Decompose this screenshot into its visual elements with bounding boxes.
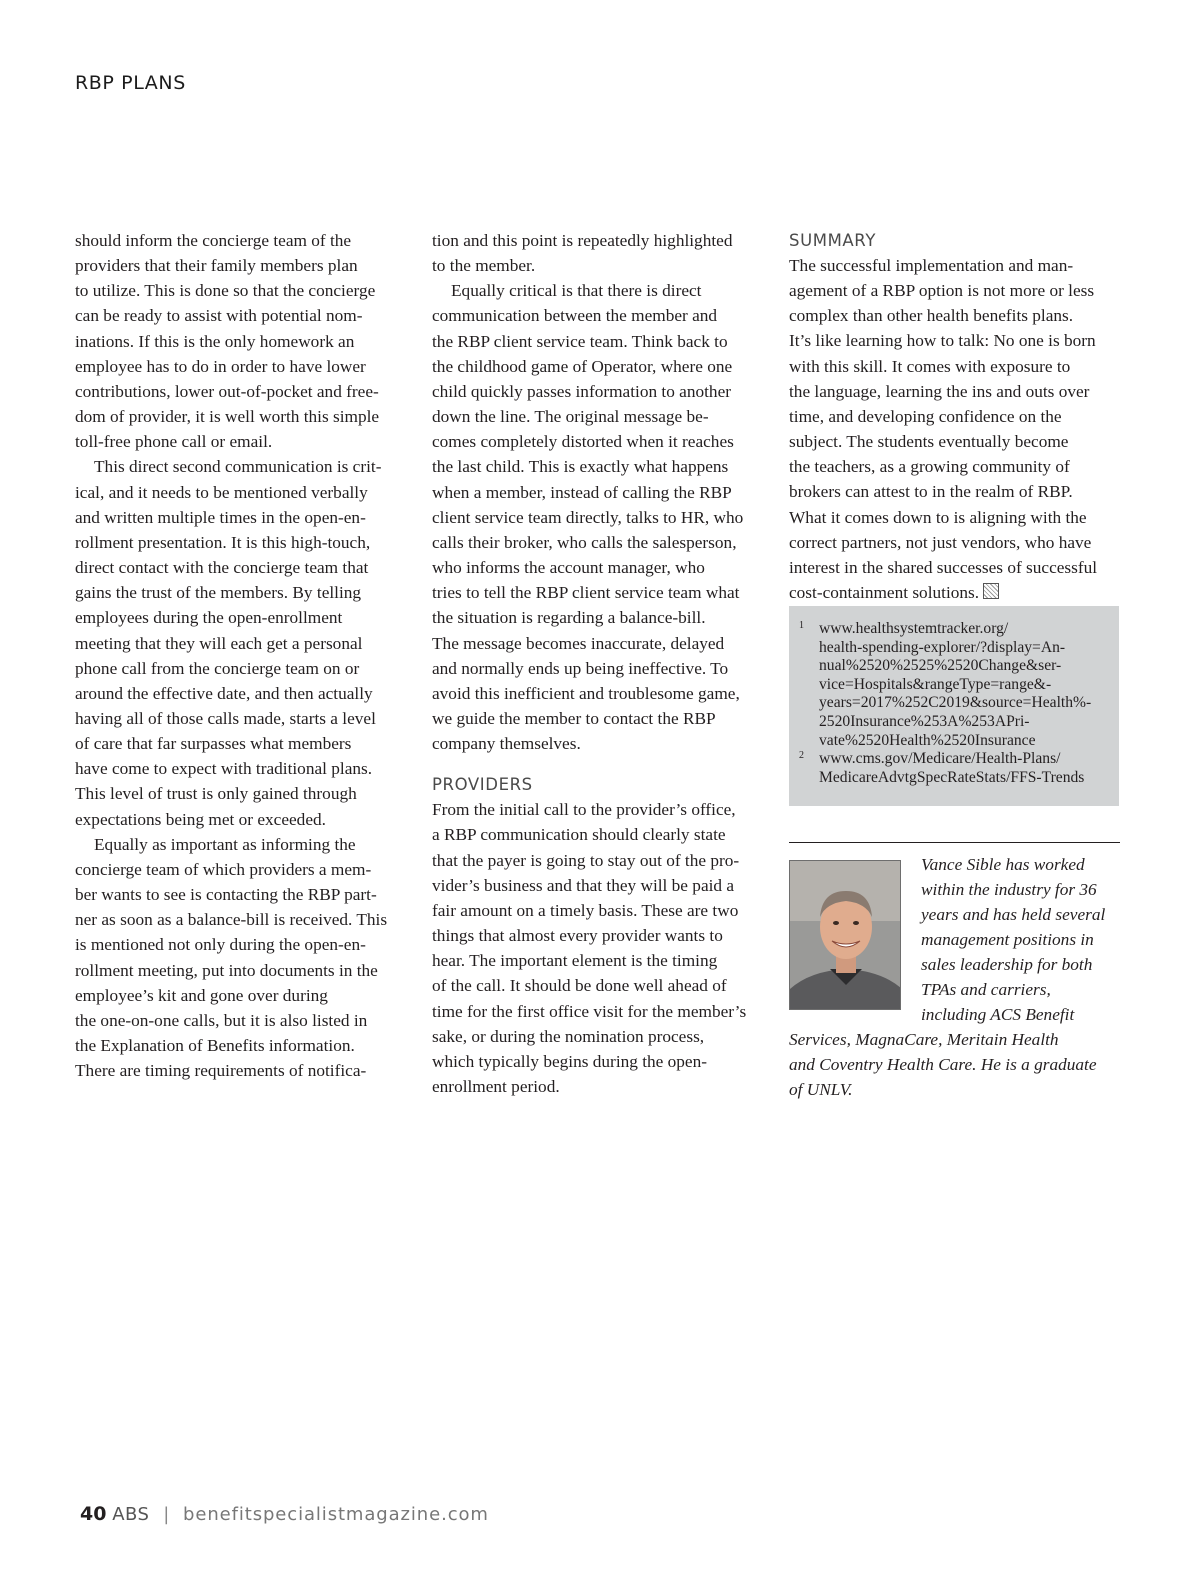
text-line: communication between the member and: [432, 306, 718, 326]
footnote-2: [799, 750, 1109, 787]
text-line: who informs the account manager, who: [432, 558, 705, 578]
text-line: that the payer is going to stay out of the pro-: [432, 850, 740, 870]
text-line: There are timing requirements of notifica-: [75, 1061, 367, 1081]
column-2: [432, 228, 772, 1099]
text-line: tries to tell the RBP client service team what: [432, 583, 740, 603]
footnote-line: vate%2520Health%2520Insurance: [819, 731, 1036, 749]
text-line: expectations being met or exceeded.: [75, 809, 326, 829]
text-line: gains the trust of the members. By telling: [75, 583, 362, 603]
text-line: subject. The students eventually become: [789, 432, 1069, 452]
column-3: [789, 228, 1121, 605]
column-1: [75, 228, 415, 1083]
text-line: we guide the member to contact the RBP: [432, 708, 716, 728]
text-line: things that almost every provider wants to: [432, 926, 723, 946]
text-line: avoid this inefficient and troublesome game,: [432, 683, 740, 703]
footnote-line: www.cms.gov/Medicare/Health-Plans/: [819, 750, 1061, 768]
text-line: This level of trust is only gained through: [75, 784, 357, 804]
text-line: around the effective date, and then actually: [75, 683, 373, 703]
text-line: ber wants to see is contacting the RBP part-: [75, 885, 377, 905]
text-line: Equally as important as informing the: [94, 834, 356, 854]
text-line: the situation is regarding a balance-bill.: [432, 608, 706, 628]
text-line: phone call from the concierge team on or: [75, 658, 360, 678]
footnote-number: 1: [799, 620, 804, 631]
text-line: when a member, instead of calling the RBP: [432, 482, 732, 502]
text-line: vider’s business and that they will be paid a: [432, 875, 735, 895]
text-line: of care that far surpasses what members: [75, 734, 352, 754]
bio-line: Services, MagnaCare, Meritain Health: [789, 1030, 1059, 1049]
text-line: sake, or during the nomination process,: [432, 1026, 705, 1046]
text-line: The successful implementation and man-: [789, 256, 1074, 275]
text-line: employees during the open-enrollment: [75, 608, 343, 628]
text-line-content: cost-containment solutions.: [789, 583, 980, 603]
bio-line: including ACS Benefit: [921, 1005, 1075, 1024]
text-line: hear. The important element is the timing: [432, 951, 718, 971]
text-line: the childhood game of Operator, where one: [432, 356, 733, 376]
text-line: a RBP communication should clearly state: [432, 825, 726, 845]
text-line: the Explanation of Benefits information.: [75, 1036, 355, 1055]
text-line: having all of those calls made, starts a level: [75, 708, 376, 728]
text-line: rollment meeting, put into documents in the: [75, 960, 378, 980]
footnote-line: years=2017%252C2019&source=Health%-: [819, 694, 1092, 712]
spacer: [432, 756, 772, 772]
text-line: with this skill. It comes with exposure to: [789, 356, 1071, 376]
text-line: the language, learning the ins and outs over: [789, 381, 1090, 401]
text-line: From the initial call to the provider’s office,: [432, 800, 736, 820]
text-line: to the member.: [432, 256, 536, 276]
text-line: and normally ends up being ineffective. To: [432, 658, 729, 678]
text-line: What it comes down to is aligning with the: [789, 507, 1087, 527]
text-line: It’s like learning how to talk: No one is born: [789, 331, 1096, 351]
bio-line: management positions in: [921, 930, 1094, 949]
text-line: ical, and it needs to be mentioned verbally: [75, 482, 368, 502]
bio-line: TPAs and carriers,: [921, 980, 1051, 999]
text-line: client service team directly, talks to HR, who: [432, 507, 744, 527]
text-line: and written multiple times in the open-en-: [75, 507, 366, 527]
paragraph-notification-timing: [432, 228, 772, 278]
text-line: comes completely distorted when it reaches: [432, 432, 734, 452]
text-line: of the call. It should be done well ahead of: [432, 976, 727, 996]
footnote-number: 2: [799, 750, 804, 762]
website-link[interactable]: benefitspecialistmagazine.com: [183, 1504, 489, 1525]
text-line-last: [789, 580, 1121, 605]
text-line: child quickly passes information to another: [432, 381, 731, 401]
text-line: correct partners, not just vendors, who have: [789, 532, 1092, 552]
text-line: is mentioned not only during the open-en-: [75, 935, 366, 955]
text-line: enrollment period.: [432, 1077, 560, 1096]
section-label: RBP PLANS: [75, 72, 186, 94]
text-line: fair amount on a timely basis. These are two: [432, 900, 739, 920]
page-footer: [80, 1503, 489, 1525]
text-line: inations. If this is the only homework an: [75, 331, 355, 351]
text-line: time for the first office visit for the member’s: [432, 1001, 747, 1021]
paragraph-providers: [432, 797, 772, 1099]
text-line: down the line. The original message be-: [432, 407, 709, 427]
footnote-line: vice=Hospitals&rangeType=range&-: [819, 675, 1052, 693]
bio-line: years and has held several: [921, 905, 1106, 924]
paragraph-summary: [789, 253, 1121, 605]
paragraph-direct-communication: [75, 454, 415, 831]
text-line: the one-on-one calls, but it is also listed in: [75, 1010, 368, 1030]
text-line: ner as soon as a balance-bill is received. This: [75, 910, 388, 930]
footer-separator: |: [163, 1504, 170, 1525]
text-line: tion and this point is repeatedly highlighted: [432, 231, 733, 250]
paragraph-operator-game: [432, 278, 772, 756]
text-line: have come to expect with traditional plans.: [75, 759, 373, 779]
publication-name: ABS: [112, 1504, 150, 1525]
bio-line: and Coventry Health Care. He is a graduate: [789, 1055, 1097, 1074]
text-line: rollment presentation. It is this high-touch,: [75, 532, 371, 552]
text-line: can be ready to assist with potential nom-: [75, 306, 363, 326]
text-line: toll-free phone call or email.: [75, 432, 273, 452]
text-line: which typically begins during the open-: [432, 1051, 707, 1071]
end-of-article-icon: [983, 583, 999, 599]
bio-line: within the industry for 36: [921, 880, 1097, 899]
text-line: time, and developing confidence on the: [789, 406, 1062, 426]
footnote-line: 2520Insurance%253A%253APri-: [819, 712, 1030, 730]
text-line: should inform the concierge team of the: [75, 231, 352, 250]
text-line: the teachers, as a growing community of: [789, 457, 1070, 477]
text-line: providers that their family members plan: [75, 256, 358, 276]
text-line: Equally critical is that there is direct: [451, 281, 702, 301]
text-line: interest in the shared successes of successful: [789, 557, 1098, 577]
paragraph-balance-bill: [75, 832, 415, 1084]
footnote-line: nual%2520%2525%2520Change&ser-: [819, 657, 1062, 675]
text-line: meeting that they will each get a personal: [75, 633, 363, 653]
bio-line: of UNLV.: [789, 1080, 853, 1099]
footnote-1: [799, 620, 1109, 750]
footnotes-box: [789, 606, 1119, 806]
text-line: to utilize. This is done so that the concierge: [75, 281, 376, 301]
text-line: brokers can attest to in the realm of RBP.: [789, 482, 1073, 502]
text-line: concierge team of which providers a mem-: [75, 859, 372, 879]
text-line: employee has to do in order to have lower: [75, 356, 366, 376]
footnote-line: www.healthsystemtracker.org/: [819, 620, 1009, 637]
subheading-summary: SUMMARY: [789, 231, 876, 250]
text-line: dom of provider, it is well worth this simple: [75, 407, 380, 427]
text-line: agement of a RBP option is not more or less: [789, 281, 1095, 301]
paragraph-concierge-homework: [75, 228, 415, 454]
text-line: contributions, lower out-of-pocket and free-: [75, 381, 379, 401]
footnote-line: health-spending-explorer/?display=An-: [819, 638, 1066, 656]
subheading-providers: PROVIDERS: [432, 775, 533, 795]
page-number: 40: [80, 1503, 107, 1525]
text-line: the last child. This is exactly what happens: [432, 457, 729, 477]
bio-line: sales leadership for both: [921, 955, 1093, 974]
text-line: calls their broker, who calls the salesperson,: [432, 532, 737, 552]
text-line: company themselves.: [432, 734, 581, 754]
text-line: complex than other health benefits plans.: [789, 306, 1074, 326]
text-line: employee’s kit and gone over during: [75, 985, 328, 1005]
text-line: This direct second communication is crit-: [94, 457, 382, 477]
text-line: the RBP client service team. Think back to: [432, 331, 728, 351]
footnote-line: MedicareAdvtgSpecRateStats/FFS-Trends: [819, 768, 1085, 786]
bio-divider: [789, 842, 1120, 843]
text-line: direct contact with the concierge team that: [75, 558, 369, 578]
text-line: The message becomes inaccurate, delayed: [432, 633, 725, 653]
author-bio: [789, 852, 1124, 1102]
bio-line: Vance Sible has worked: [921, 855, 1085, 874]
